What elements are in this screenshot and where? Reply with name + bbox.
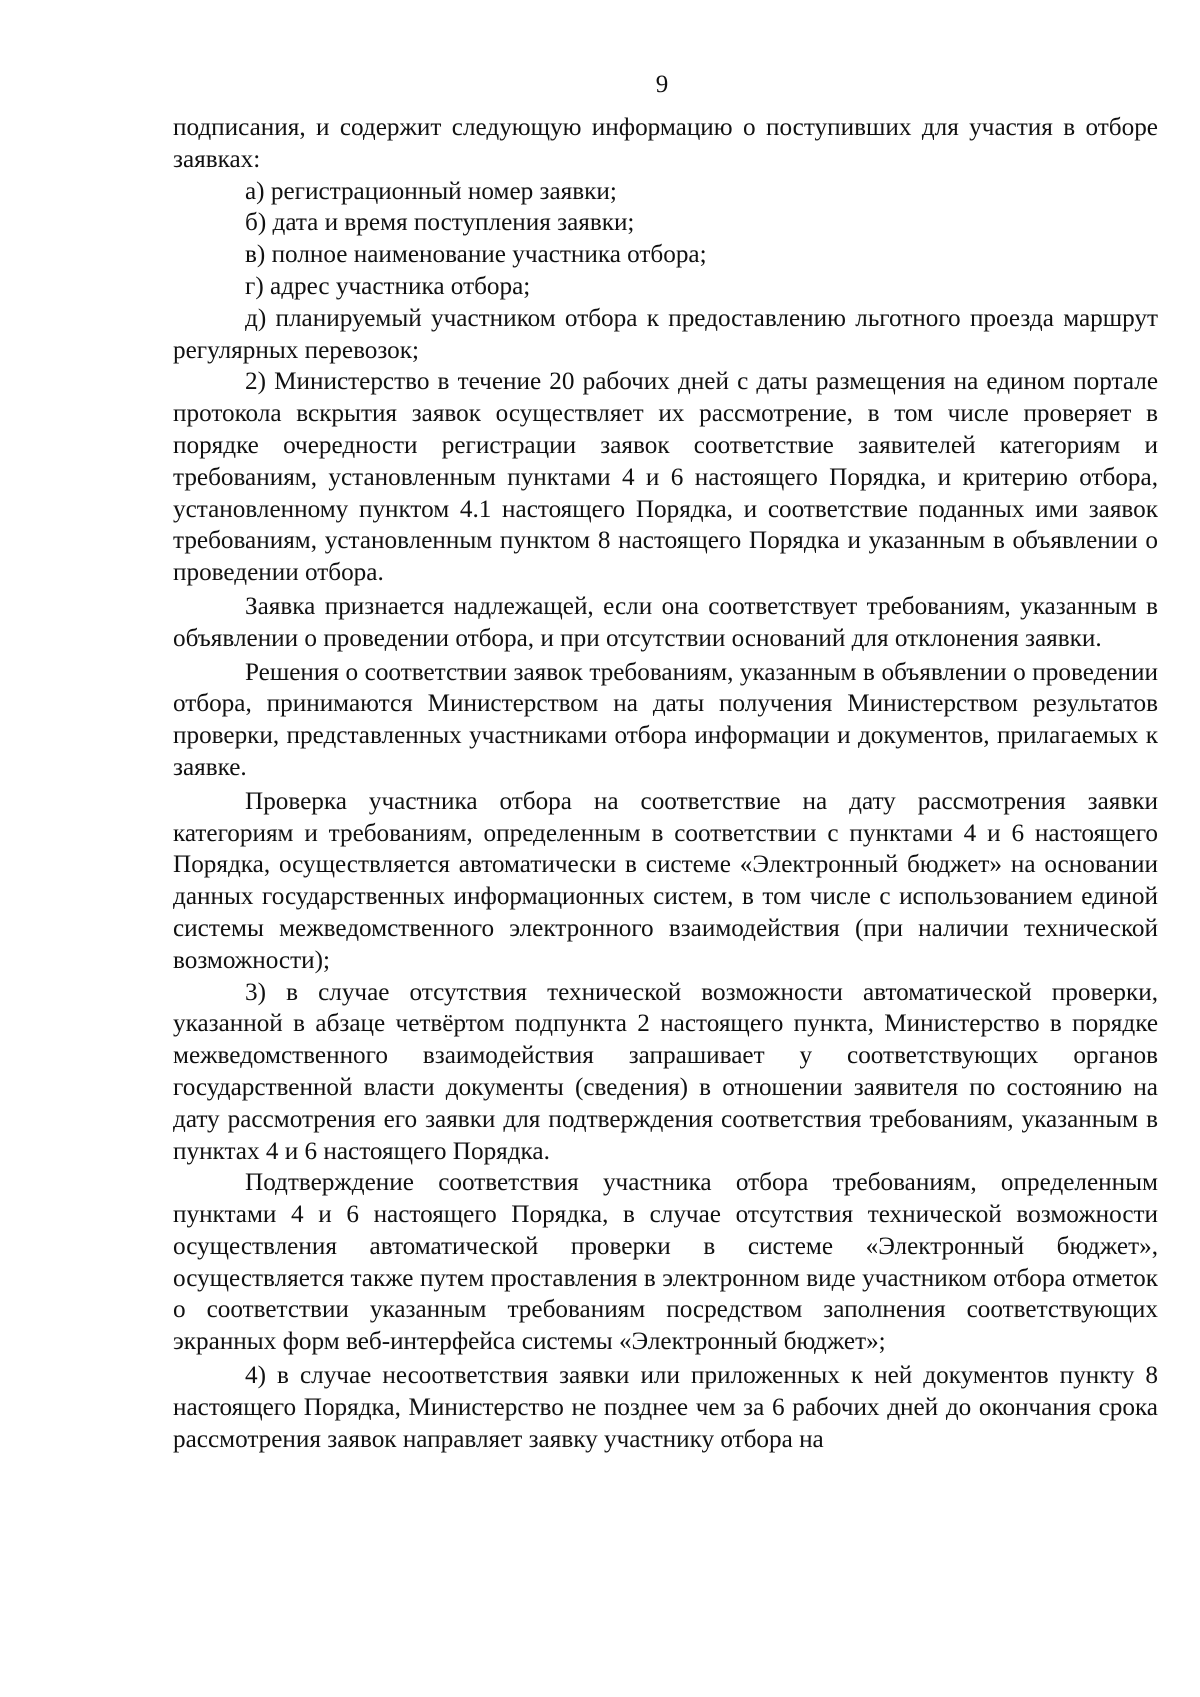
paragraph-application-proper: Заявка признается надлежащей, если она соответствует требованиям, указанным в объявлении о проведении отбора, и при отсутствии оснований для отклонения заявки. [173,592,1158,652]
paragraph-item-2: 2) Министерство в течение 20 рабочих дней с даты размещения на едином портале протокола вскрытия заявок осуществляет их рассмотрение, в том числе проверяет в порядке очередности регистрации заявок соответствие заявителей категориям и требованиям, установленным пунктами 4 и 6 настоящего Порядка, и критерию отбора, установленному пунктом 4.1 настоящего Порядка, и соответствие поданных ими заявок требованиям, установленным пунктом 8 настоящего Порядка и указанным в объявлении о проведении отбора. [173,368,1158,587]
paragraph-confirmation: Подтверждение соответствия участника отбора требованиям, определенным пунктами 4 и 6 настоящего Порядка, в случае отсутствия технической возможности осуществления автоматической проверки в системе «Электронный бюджет», осуществляется также путем проставления в электронном виде участником отбора отметок о соответствии указанным требованиям посредством заполнения соответствующих экранных форм веб-интерфейса системы «Электронный бюджет»; [173,1169,1158,1356]
list-item-g: г) адрес участника отбора; [245,272,531,300]
list-item-b: б) дата и время поступления заявки; [245,209,635,237]
list-item-a: а) регистрационный номер заявки; [245,177,617,205]
paragraph-intro: подписания, и содержит следующую информацию о поступивших для участия в отборе заявках: [173,114,1158,173]
document-body [173,112,1158,1455]
page-number: 9 [655,71,669,98]
list-item-d: д) планируемый участником отбора к предоставлению льготного проезда маршрут регулярных перевозок; [173,304,1158,364]
paragraph-verification: Проверка участника отбора на соответствие на дату рассмотрения заявки категориям и требованиям, определенным в соответствии с пунктами 4 и 6 настоящего Порядка, осуществляется автоматически в системе «Электронный бюджет» на основании данных государственных информационных систем, в том числе с использованием единой системы межведомственного электронного взаимодействия (при наличии технической возможности); [173,787,1158,974]
paragraph-item-4: 4) в случае несоответствия заявки или приложенных к ней документов пункту 8 настоящего Порядка, Министерство не позднее чем за 6 рабочих дней до окончания срока рассмотрения заявок направляет заявку участнику отбора на [173,1362,1158,1453]
list-item-v: в) полное наименование участника отбора; [245,241,707,269]
paragraph-item-3: 3) в случае отсутствия технической возможности автоматической проверки, указанной в абзаце четвёртом подпункта 2 настоящего пункта, Министерство в порядке межведомственного взаимодействия запрашивает у соответствующих органов государственной власти документы (сведения) в отношении заявителя по состоянию на дату рассмотрения его заявки для подтверждения соответствия требованиям, указанным в пунктах 4 и 6 настоящего Порядка. [173,978,1158,1165]
paragraph-decisions: Решения о соответствии заявок требованиям, указанным в объявлении о проведении отбора, принимаются Министерством на даты получения Министерством результатов проверки, представленных участниками отбора информации и документов, прилагаемых к заявке. [173,658,1158,781]
